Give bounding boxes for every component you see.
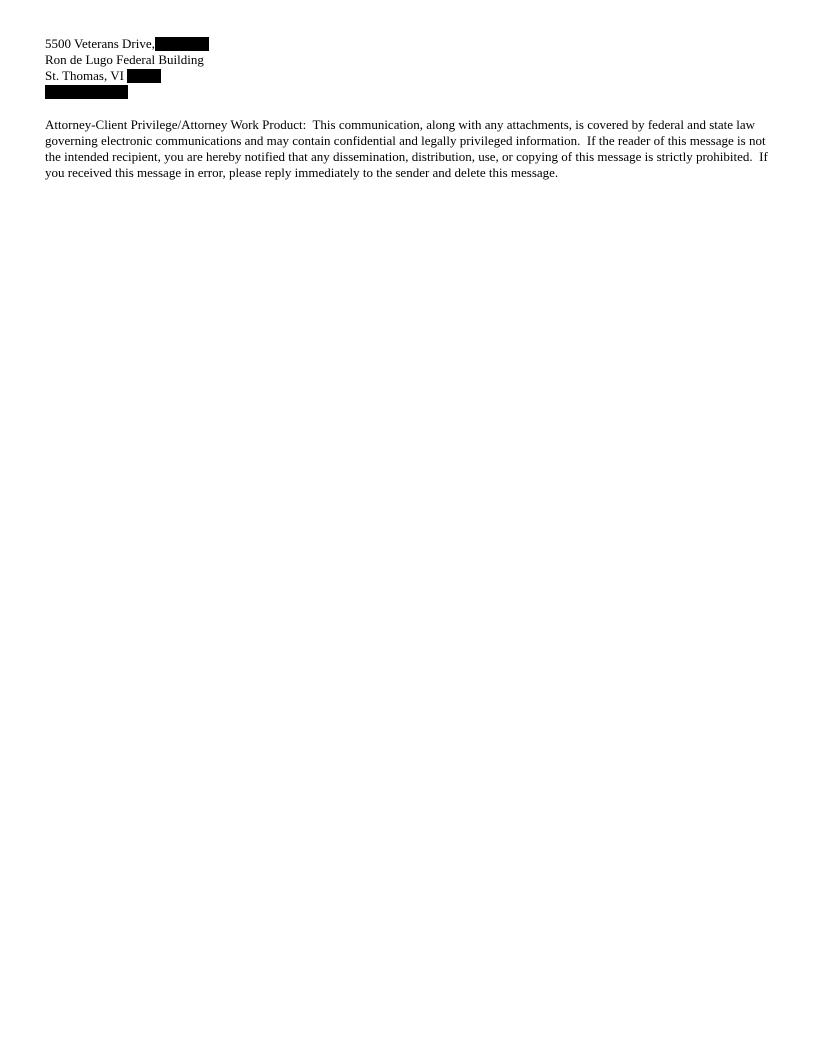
address-street: 5500 Veterans Drive,: [45, 36, 155, 51]
address-building: Ron de Lugo Federal Building: [45, 52, 204, 67]
address-block: [45, 36, 345, 100]
address-redacted-line: [45, 84, 345, 100]
address-city-state: St. Thomas, VI: [45, 68, 124, 83]
address-building-line: [45, 52, 345, 68]
redaction-zip-box: [127, 69, 161, 83]
confidentiality-disclaimer: Attorney-Client Privilege/Attorney Work Product: This communication, along with any attachments, is covered by federal and state law governing electronic communications and may contain confidential and legally privileged information. If the reader of this message is not the intended recipient, you are hereby notified that any dissemination, distribution, use, or copying of this message is strictly prohibited. If you received this message in error, please reply immediately to the sender and delete this message.: [45, 117, 772, 180]
redaction-street-box: [155, 37, 209, 51]
redaction-phone-box: [45, 85, 128, 99]
address-city-line: [45, 68, 345, 84]
address-street-line: [45, 36, 345, 52]
